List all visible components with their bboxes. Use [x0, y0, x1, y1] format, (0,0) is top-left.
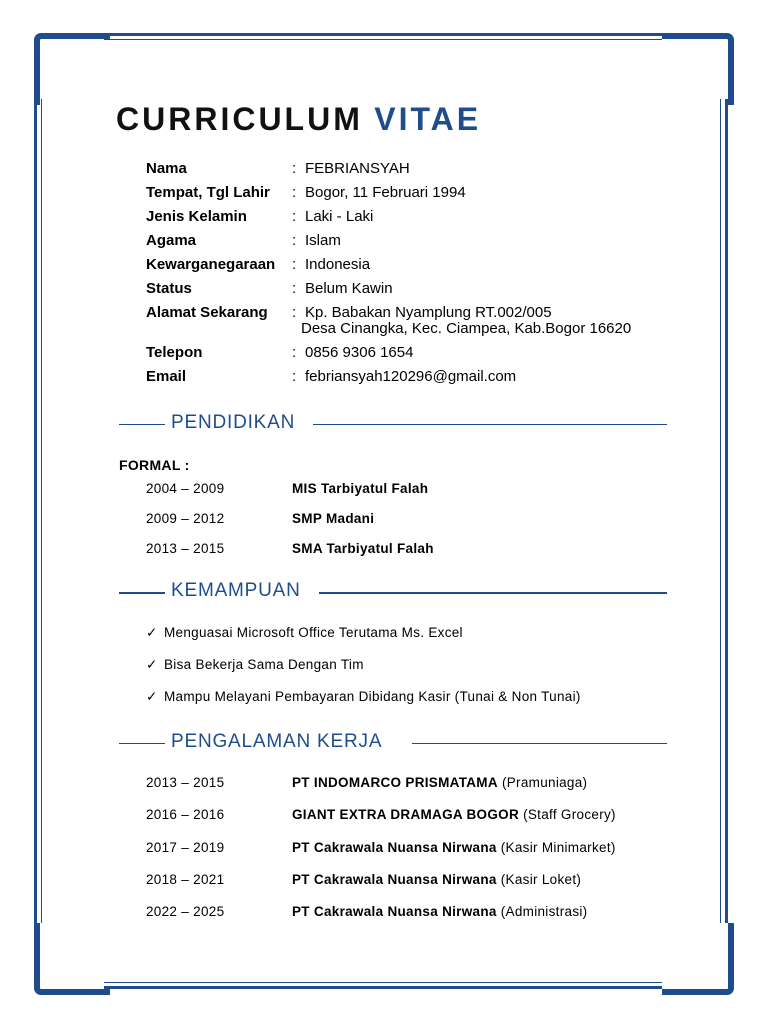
- info-value: Bogor, 11 Februari 1994: [305, 184, 466, 201]
- info-value: Belum Kawin: [305, 280, 393, 297]
- info-value: Islam: [305, 232, 341, 249]
- skill-item: [146, 689, 581, 705]
- experience-entry: [292, 904, 587, 919]
- frame-line-right-inner: [720, 99, 721, 923]
- section-header-kemampuan: [119, 580, 667, 604]
- frame-line-bottom: [104, 986, 662, 989]
- company-name: PT Cakrawala Nuansa Nirwana: [292, 872, 497, 887]
- experience-entry: [292, 840, 616, 855]
- job-role: (Kasir Minimarket): [500, 840, 616, 855]
- education-years: 2004 – 2009: [146, 481, 225, 496]
- education-school: [292, 481, 428, 496]
- section-title: PENDIDIKAN: [171, 412, 301, 434]
- info-label: Alamat Sekarang: [146, 304, 268, 321]
- skill-item: [146, 625, 463, 641]
- company-name: GIANT EXTRA DRAMAGA BOGOR: [292, 807, 519, 822]
- frame-corner-top-right: [662, 33, 734, 105]
- section-rule-left: [119, 424, 165, 425]
- experience-years: 2016 – 2016: [146, 807, 225, 822]
- frame-corner-top-left: [34, 33, 110, 105]
- info-colon: :: [292, 184, 297, 201]
- frame-corner-bottom-left: [34, 923, 110, 995]
- frame-line-top: [104, 33, 662, 36]
- section-rule-right: [412, 743, 667, 744]
- frame-line-left-inner: [41, 99, 42, 923]
- experience-entry: [292, 775, 587, 790]
- section-title: PENGALAMAN KERJA: [171, 731, 388, 753]
- frame-line-bottom-inner: [104, 982, 662, 983]
- info-value-line2: Desa Cinangka, Kec. Ciampea, Kab.Bogor 16620: [301, 320, 632, 337]
- experience-years: 2013 – 2015: [146, 775, 225, 790]
- skill-text: Mampu Melayani Pembayaran Dibidang Kasir (Tunai & Non Tunai): [164, 689, 581, 704]
- info-value: febriansyah120296@gmail.com: [305, 368, 517, 385]
- company-name: PT Cakrawala Nuansa Nirwana: [292, 840, 497, 855]
- page-title: [116, 101, 481, 138]
- education-years: 2013 – 2015: [146, 541, 225, 556]
- info-value: Laki - Laki: [305, 208, 374, 225]
- frame-corner-bottom-right: [662, 923, 734, 995]
- job-role: (Kasir Loket): [500, 872, 582, 887]
- frame-line-right: [725, 99, 728, 923]
- info-value: FEBRIANSYAH: [305, 160, 410, 177]
- title-word-vitae: VITAE: [374, 101, 482, 137]
- info-colon: :: [292, 304, 297, 321]
- info-label: Email: [146, 368, 187, 385]
- info-label: Agama: [146, 232, 197, 249]
- info-colon: :: [292, 208, 297, 225]
- info-colon: :: [292, 368, 297, 385]
- section-rule-right: [319, 592, 667, 594]
- skill-text: Bisa Bekerja Sama Dengan Tim: [164, 657, 364, 672]
- education-school: [292, 511, 374, 526]
- section-rule-left: [119, 743, 165, 744]
- section-header-pendidikan: [119, 412, 667, 436]
- school-name: SMA Tarbiyatul Falah: [292, 541, 434, 556]
- info-colon: :: [292, 232, 297, 249]
- skill-text: Menguasai Microsoft Office Terutama Ms. Excel: [164, 625, 463, 640]
- section-rule-right: [313, 424, 667, 425]
- info-label: Jenis Kelamin: [146, 208, 247, 225]
- check-icon: ✓: [146, 657, 158, 672]
- job-role: (Staff Grocery): [523, 807, 616, 822]
- check-icon: ✓: [146, 689, 158, 704]
- info-colon: :: [292, 256, 297, 273]
- skill-item: [146, 657, 364, 673]
- info-label: Nama: [146, 160, 187, 177]
- info-value: Kp. Babakan Nyamplung RT.002/005: [305, 304, 552, 321]
- experience-years: 2017 – 2019: [146, 840, 225, 855]
- info-colon: :: [292, 280, 297, 297]
- school-name: MIS Tarbiyatul Falah: [292, 481, 429, 496]
- info-label: Kewarganegaraan: [146, 256, 276, 273]
- section-title: KEMAMPUAN: [171, 580, 307, 602]
- info-label: Tempat, Tgl Lahir: [146, 184, 270, 201]
- frame-line-left: [34, 99, 37, 923]
- info-colon: :: [292, 344, 297, 361]
- info-label: Telepon: [146, 344, 203, 361]
- company-name: PT INDOMARCO PRISMATAMA: [292, 775, 498, 790]
- info-value: Indonesia: [305, 256, 371, 273]
- experience-entry: [292, 807, 616, 822]
- info-value: 0856 9306 1654: [305, 344, 414, 361]
- formal-label: FORMAL :: [119, 457, 190, 473]
- company-name: PT Cakrawala Nuansa Nirwana: [292, 904, 497, 919]
- education-years: 2009 – 2012: [146, 511, 225, 526]
- info-label: Status: [146, 280, 192, 297]
- job-role: (Administrasi): [500, 904, 588, 919]
- experience-years: 2022 – 2025: [146, 904, 225, 919]
- job-role: (Pramuniaga): [501, 775, 588, 790]
- school-name: SMP Madani: [292, 511, 375, 526]
- section-header-pengalaman-kerja: [119, 731, 667, 755]
- education-school: [292, 541, 434, 556]
- title-word-curriculum: CURRICULUM: [116, 101, 363, 137]
- section-rule-left: [119, 592, 165, 594]
- experience-entry: [292, 872, 581, 887]
- experience-years: 2018 – 2021: [146, 872, 225, 887]
- frame-line-top-inner: [104, 39, 662, 40]
- info-colon: :: [292, 160, 297, 177]
- check-icon: ✓: [146, 625, 158, 640]
